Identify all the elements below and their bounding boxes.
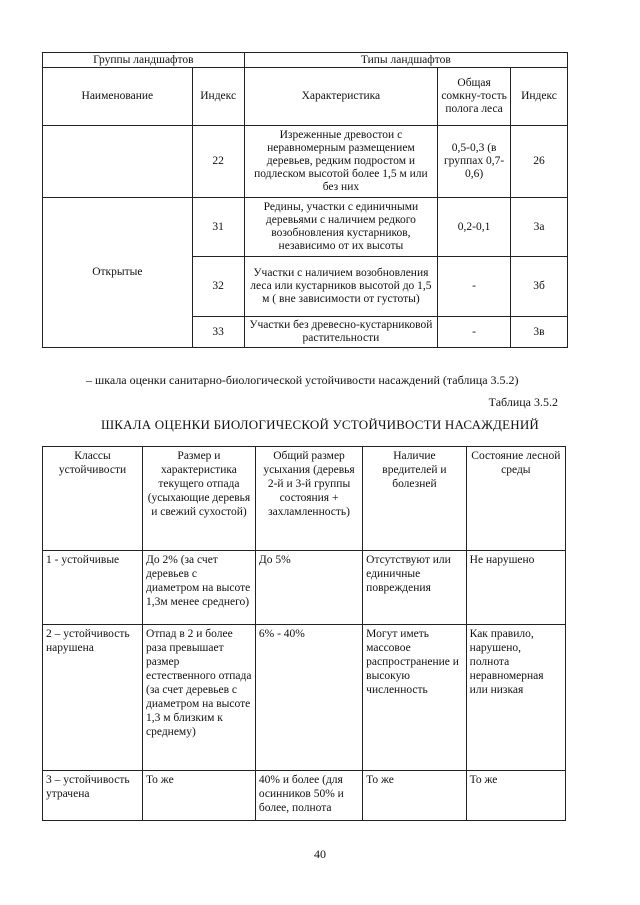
table-number: Таблица 3.5.2 (488, 395, 558, 409)
forest-environment: Как правило, нарушено, полнота неравномерная или низкая (466, 625, 565, 771)
group-index: 33 (192, 317, 244, 348)
stability-class: 2 – устойчивость нарушена (43, 625, 143, 771)
total-drying: 6% - 40% (255, 625, 362, 771)
type-characteristic: Участки без древесно-кустарниковой растительности (244, 317, 438, 348)
group-index: 31 (192, 198, 244, 257)
header-stability-classes: Классы устойчивости (43, 447, 143, 551)
stability-scale-table (42, 446, 566, 821)
table-row (43, 126, 568, 198)
table-row (43, 771, 566, 821)
forest-environment: То же (466, 771, 565, 821)
header-forest-environment: Состояние лесной среды (466, 447, 565, 551)
total-drying: До 5% (255, 551, 362, 625)
current-fallout: До 2% (за счет деревьев с диаметром на высоте 1,3м менее среднего) (143, 551, 256, 625)
header-characteristic: Характеристика (244, 68, 438, 126)
header-index: Индекс (192, 68, 244, 126)
type-characteristic: Изреженные древостои с неравномерным размещением деревьев, редким подростом и подлеском высотой более 1,5 м или без них (244, 126, 438, 198)
header-landscape-groups: Группы ландшафтов (43, 53, 245, 68)
group-name-open: Открытые (43, 198, 193, 348)
group-index: 22 (192, 126, 244, 198)
total-drying: 40% и более (для осинников 50% и более, полнота (255, 771, 362, 821)
type-index: 26 (511, 126, 568, 198)
forest-environment: Не нарушено (466, 551, 565, 625)
landscape-types-table (42, 52, 568, 348)
pests-diseases: То же (363, 771, 467, 821)
pests-diseases: Могут иметь массовое распространение и высокую численность (363, 625, 467, 771)
current-fallout: То же (143, 771, 256, 821)
header-type-index: Индекс (511, 68, 568, 126)
group-index: 32 (192, 257, 244, 317)
header-pests-diseases: Наличие вредителей и болезней (363, 447, 467, 551)
canopy-density: - (438, 257, 511, 317)
header-current-fallout: Размер и характеристика текущего отпада (усыхающие деревья и свежий сухостой) (143, 447, 256, 551)
header-name: Наименование (43, 68, 193, 126)
group-name-empty (43, 126, 193, 198)
current-fallout: Отпад в 2 и более раза превышает размер естественного отпада (за счет деревьев с диаметром на высоте 1,3 м близким к среднему) (143, 625, 256, 771)
pests-diseases: Отсутствуют или единичные повреждения (363, 551, 467, 625)
canopy-density: 0,5-0,3 (в группах 0,7-0,6) (438, 126, 511, 198)
canopy-density: 0,2-0,1 (438, 198, 511, 257)
canopy-density: - (438, 317, 511, 348)
type-characteristic: Редины, участки с единичными деревьями с наличием редкого возобновления кустарников, независимо от их высоты (244, 198, 438, 257)
type-index: 3в (511, 317, 568, 348)
stability-class: 3 – устойчивость утрачена (43, 771, 143, 821)
table-title: ШКАЛА ОЦЕНКИ БИОЛОГИЧЕСКОЙ УСТОЙЧИВОСТИ НАСАЖДЕНИЙ (100, 417, 540, 432)
type-index: 3б (511, 257, 568, 317)
header-landscape-types: Типы ландшафтов (244, 53, 567, 68)
intro-text: – шкала оценки санитарно-биологической устойчивости насаждений (таблица 3.5.2) (86, 373, 519, 387)
header-canopy-density: Общая сомкну-тость полога леса (438, 68, 511, 126)
header-total-drying: Общий размер усыхания (деревья 2-й и 3-й группы состояния + захламленность) (255, 447, 362, 551)
type-characteristic: Участки с наличием возобновления леса или кустарников высотой до 1,5 м ( вне зависимости от густоты) (244, 257, 438, 317)
table-row (43, 198, 568, 257)
table-row (43, 551, 566, 625)
table-row (43, 625, 566, 771)
page-number: 40 (314, 847, 326, 861)
stability-class: 1 - устойчивые (43, 551, 143, 625)
type-index: 3а (511, 198, 568, 257)
